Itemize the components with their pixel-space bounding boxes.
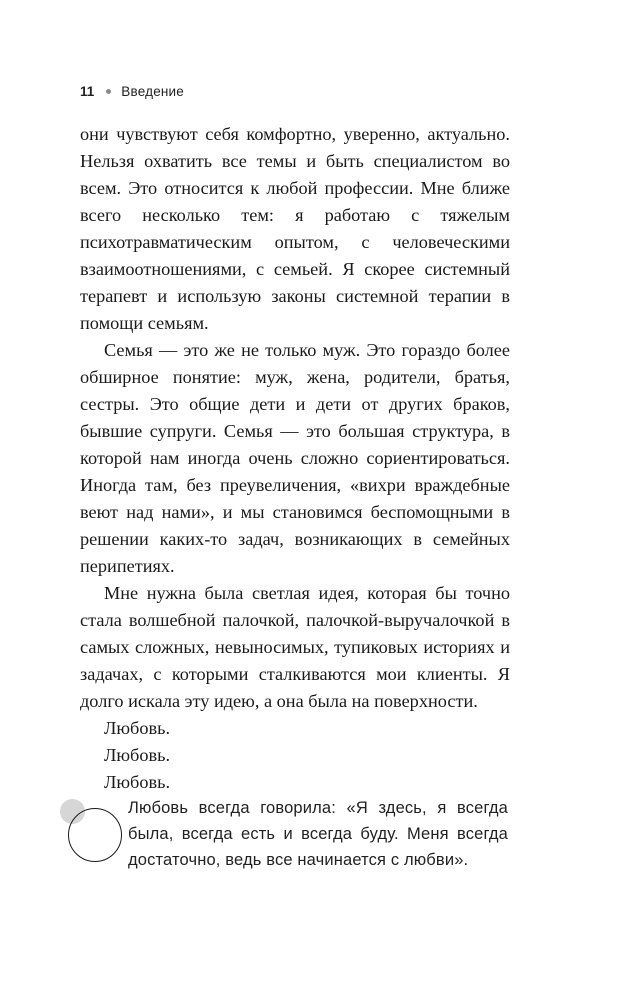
paragraph: Любовь. <box>104 718 171 738</box>
paragraph: Любовь. <box>104 772 171 792</box>
paragraph: Любовь. <box>104 745 171 765</box>
paragraph: они чувствуют себя комфортно, уверенно, актуально. Нельзя охватить все темы и быть специалистом во всем. Это относится к любой профессии. Мне ближе всего несколько тем: я работаю с тяжелым психотравматическим опытом, с человеческими взаимоотношениями, с семьей. Я скорее системный терапевт и использую законы системной терапии в помощи семьям. <box>80 124 510 333</box>
paragraph: Мне нужна была светлая идея, которая бы точно стала волшебной палочкой, палочкой-выручалочкой в самых сложных, невыносимых, тупиковых историях и задачах, с которыми сталкиваются мои клиенты. Я долго искала эту идею, а она была на поверхности. <box>80 583 510 711</box>
pull-quote <box>60 795 520 895</box>
main-text <box>80 121 510 796</box>
running-header <box>80 80 184 102</box>
page-number: 11 <box>80 83 95 99</box>
circle-ring-icon <box>68 808 122 862</box>
section-title: Введение <box>121 83 185 99</box>
paragraph: Семья — это же не только муж. Это гораздо более обширное понятие: муж, жена, родители, братья, сестры. Это общие дети и дети от других браков, бывшие супруги. Семья — это большая структура, в которой нам иногда очень сложно сориентироваться. Иногда там, без преувеличения, «вихри враждебные веют над нами», и мы становимся беспомощными в решении каких-то задач, возникающих в семейных перипетиях. <box>80 340 510 576</box>
quote-text: Любовь всегда говорила: «Я здесь, я всегда была, всегда есть и всегда буду. Меня всегда достаточно, ведь все начинается с любви». <box>128 799 508 869</box>
header-bullet-icon <box>106 89 111 94</box>
